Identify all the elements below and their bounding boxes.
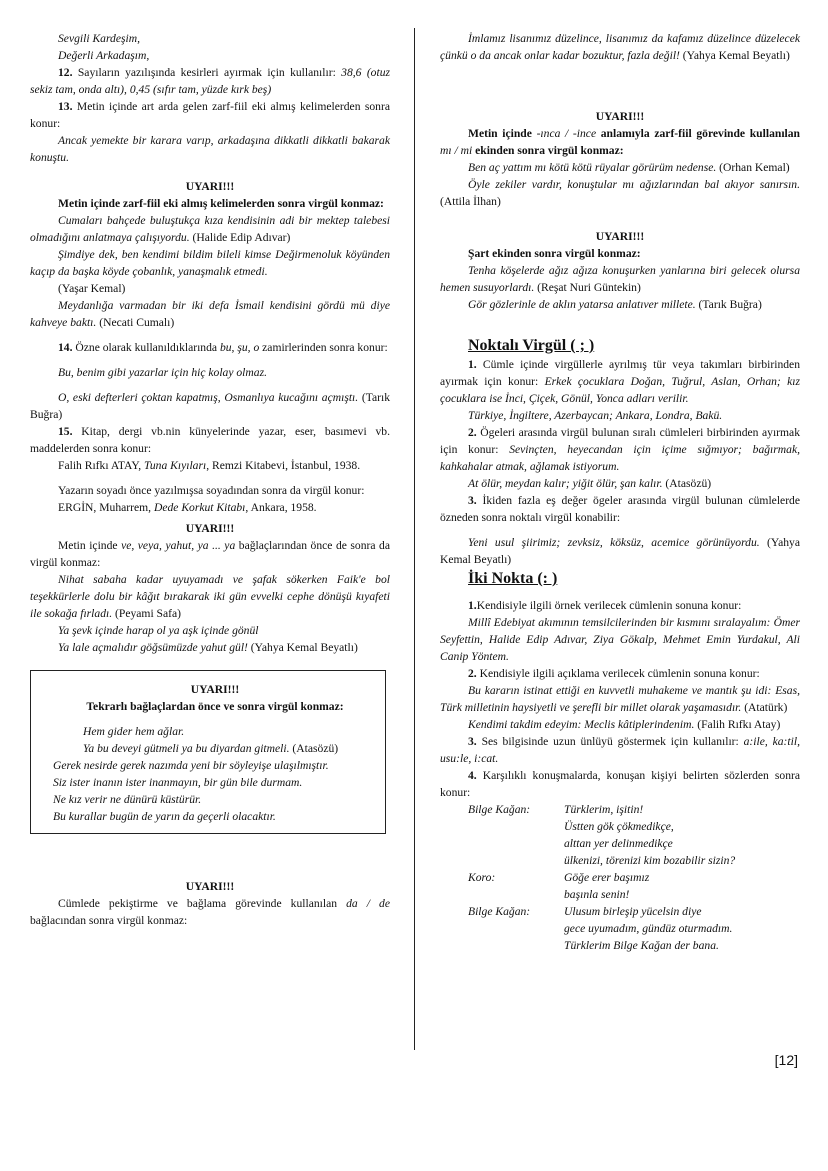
warning-box: [30, 670, 386, 834]
example-line: Ne kız verir ne dünürü küstürür.: [53, 793, 202, 806]
warning-text: Metin içinde zarf-fiil eki almış kelimelerden sonra virgül konmaz:: [58, 197, 384, 210]
example-line: Yeni usul şiirimiz; zevksiz, köksüz, acemice görünüyordu. (Yahya Kemal Beyatlı): [440, 536, 801, 566]
rule-13: 13. Metin içinde art arda gelen zarf-fiil eki almış kelimelerden sonra konur:: [30, 100, 390, 130]
example-line: At ölür, meydan kalır; yiğit ölür, şan kalır. (Atasözü): [468, 477, 712, 490]
example-line: Meydanlığa varmadan bir iki defa İsmail kendisini gördü mü diye kahveye baktı. (Necati Cumalı): [30, 299, 390, 329]
dialogue-line: başınla senin!: [564, 888, 630, 901]
warning-text: Cümlede pekiştirme ve bağlama görevinde kullanılan da / de bağlacından sonra virgül konmaz:: [30, 897, 390, 927]
dialogue-line: Ulusum birleşip yücelsin diye: [564, 905, 702, 918]
section-heading-semicolon: Noktalı Virgül ( ; ): [468, 337, 595, 354]
example-line: Falih Rıfkı ATAY, Tuna Kıyıları, Remzi Kitabevi, İstanbul, 1938.: [58, 459, 361, 472]
dialogue-block: [440, 801, 800, 869]
semicolon-rule-1: 1. Cümle içinde virgüllerle ayrılmış tür veya takımları birbirinden ayırmak için konur: Erkek çocuklara Doğan, Tuğrul, Aslan, Orhan; kız çocuklara ise İnci, Çiçek, Gönül, Yonca adları verilir.: [440, 358, 800, 405]
dialogue-line: Göğe erer başımız: [564, 871, 650, 884]
warning-text: Şart ekinden sonra virgül konmaz:: [468, 247, 641, 260]
example-line: Cumaları bahçede buluştukça kıza kendisinin adi bir mektep talebesi olmadığını anlatmaya çalışıyordu. (Halide Edip Adıvar): [30, 214, 390, 244]
example-line: Öyle zekiler vardır, konuştular mı ağızlarından bal akıyor sanırsın. (Attila İlhan): [440, 178, 800, 208]
left-column: [30, 30, 390, 929]
example-line: Siz ister inanın ister inanmayın, bir gün bile durmam.: [53, 776, 303, 789]
dialogue-line: gece uyumadım, gündüz oturmadım.: [564, 922, 733, 935]
example-line: Ben aç yattım mı kötü kötü rüyalar görürüm nedense. (Orhan Kemal): [468, 161, 790, 174]
warning-title: UYARI!!!: [185, 522, 235, 535]
dialogue-line: Türklerim, işitin!: [564, 803, 644, 816]
colon-rule-4: 4. Karşılıklı konuşmalarda, konuşan kişiyi belirten sözlerden sonra konur:: [440, 769, 800, 799]
example-line: Bu, benim gibi yazarlar için hiç kolay olmaz.: [58, 366, 267, 379]
colon-rule-3: 3. Ses bilgisinde uzun ünlüyü göstermek için kullanılır: a:ile, ka:til, usu:le, i:cat.: [440, 735, 800, 765]
example-line: O, eski defterleri çoktan kapatmış, Osmanlıya kucağını açmıştı. (Tarık Buğra): [30, 391, 390, 421]
column-divider: [414, 28, 415, 1050]
example-line: Nihat sabaha kadar uyuyamadı ve şafak sökerken Faik'e bol teşekkürlerle dolu bir kâğıt bırakarak iki gün evvelki cephe dönüşü kıyafeti ile sokağa fırladı. (Peyami Safa): [30, 573, 390, 620]
dialogue-block: [440, 903, 800, 954]
example-line: Hem gider hem ağlar.: [83, 725, 185, 738]
example-line: Türkiye, İngiltere, Azerbaycan; Ankara, Londra, Bakü.: [468, 409, 723, 422]
example-line: Gerek nesirde gerek nazımda yeni bir söyleyişe ulaşılmıştır.: [53, 759, 329, 772]
example-line: Sevgili Kardeşim,: [58, 32, 141, 45]
semicolon-rule-3: 3. İkiden fazla eş değer ögeler arasında virgül bulunan cümlelerde özneden sonra noktalı virgül konabilir:: [440, 494, 800, 524]
example-line: Tenha köşelerde ağız ağıza konuşurken yanlarına biri gelecek olursa hemen susuyorlardı. (Reşat Nuri Güntekin): [440, 264, 800, 294]
example-line: Ya lale açmalıdır göğsümüzde yahut gül! (Yahya Kemal Beyatlı): [58, 641, 358, 654]
page-number: [12]: [774, 1052, 798, 1068]
right-column: [440, 30, 800, 954]
dialogue-line: Üstten gök çökmedikçe,: [564, 820, 674, 833]
example-line: ERGİN, Muharrem, Dede Korkut Kitabı, Ankara, 1958.: [58, 501, 317, 514]
colon-rule-1: 1.Kendisiyle ilgili örnek verilecek cümlenin sonuna konur:: [468, 599, 742, 612]
example-line: Ya şevk içinde harap ol ya aşk içinde gönül: [58, 624, 259, 637]
warning-title: UYARI!!!: [185, 180, 235, 193]
speaker-name: Bilge Kağan:: [468, 803, 531, 816]
warning-text: Metin içinde ve, veya, yahut, ya ... ya bağlaçlarından önce de sonra da virgül konmaz:: [30, 539, 390, 569]
dialogue-line: Türklerim Bilge Kağan der bana.: [564, 939, 719, 952]
rule-15-note: Yazarın soyadı önce yazılmışsa soyadından sonra da virgül konur:: [58, 484, 365, 497]
semicolon-rule-2: 2. Ögeleri arasında virgül bulunan sıralı cümleleri birbirinden ayırmak için konur: Sevinçten, heyecandan için içime sığmıyor; bağırmak, kahkahalar atmak, ağlamak istiyorum.: [440, 426, 800, 473]
example-line: Millî Edebiyat akımının temsilcilerinden bir kısmını sıralayalım: Ömer Seyfettin, Halide Edip Adıvar, Ziya Gökalp, Mehmet Emin Yurdakul, Ali Canip Yöntem.: [440, 616, 800, 663]
dialogue-line: alttan yer delinmedikçe: [564, 837, 673, 850]
warning-text: Metin içinde -ınca / -ince anlamıyla zarf-fiil görevinde kullanılan mı / mi ekinden sonra virgül konmaz:: [440, 127, 801, 157]
example-line: Şimdiye dek, ben kendimi bildim bileli kimse Değirmenoluk köyünden kaçıp da başka köyde çobanlık, yanaşmalık etmedi.: [30, 248, 390, 278]
dialogue-line: ülkenizi, törenizi kim bozabilir sizin?: [564, 854, 736, 867]
warning-title: UYARI!!!: [185, 880, 235, 893]
warning-title: UYARI!!!: [595, 110, 645, 123]
rule-12: 12. Sayıların yazılışında kesirleri ayırmak için kullanılır: 38,6 (otuz sekiz tam, onda altı), 0,45 (sıfır tam, yüzde kırk beş): [30, 66, 391, 96]
speaker-name: Bilge Kağan:: [468, 905, 531, 918]
section-heading-colon: İki Nokta (: ): [468, 570, 558, 587]
example-line: İmlamız lisanımız düzelince, lisanımız da kafamız düzelince düzelecek çünkü o da ancak onlar kadar bozuktur, fazla değil! (Yahya Kemal Beyatlı): [440, 32, 800, 62]
example-line: Kendimi takdim edeyim: Meclis kâtiplerindenim. (Falih Rıfkı Atay): [468, 718, 781, 731]
example-line: Bu kurallar bugün de yarın da geçerli olacaktır.: [53, 810, 276, 823]
example-line: Ancak yemekte bir karara varıp, arkadaşına dikkatli dikkatli bakarak konuştu.: [30, 134, 390, 164]
example-line: Ya bu deveyi gütmeli ya bu diyardan gitmeli. (Atasözü): [83, 742, 339, 755]
rule-14: 14. Özne olarak kullanıldıklarında bu, şu, o zamirlerinden sonra konur:: [58, 341, 388, 354]
colon-rule-2: 2. Kendisiyle ilgili açıklama verilecek cümlenin sonuna konur:: [468, 667, 760, 680]
example-line: Gör gözlerinle de aklın yatarsa anlatıver millete. (Tarık Buğra): [468, 298, 762, 311]
example-line: Değerli Arkadaşım,: [58, 49, 150, 62]
warning-title: UYARI!!!: [595, 230, 645, 243]
warning-text: Tekrarlı bağlaçlardan önce ve sonra virgül konmaz:: [86, 700, 344, 713]
example-source: (Yaşar Kemal): [58, 282, 126, 295]
warning-title: UYARI!!!: [190, 683, 240, 696]
example-line: Bu kararın istinat ettiği en kuvvetli muhakeme ve mantık şu idi: Esas, Türk milletinin haysiyetli ve şerefli bir millet olarak yaşamasıdır. (Atatürk): [440, 684, 800, 714]
rule-15: 15. Kitap, dergi vb.nin künyelerinde yazar, eser, basımevi vb. maddelerden sonra konur:: [30, 425, 390, 455]
dialogue-block: [440, 869, 800, 903]
speaker-name: Koro:: [468, 871, 496, 884]
